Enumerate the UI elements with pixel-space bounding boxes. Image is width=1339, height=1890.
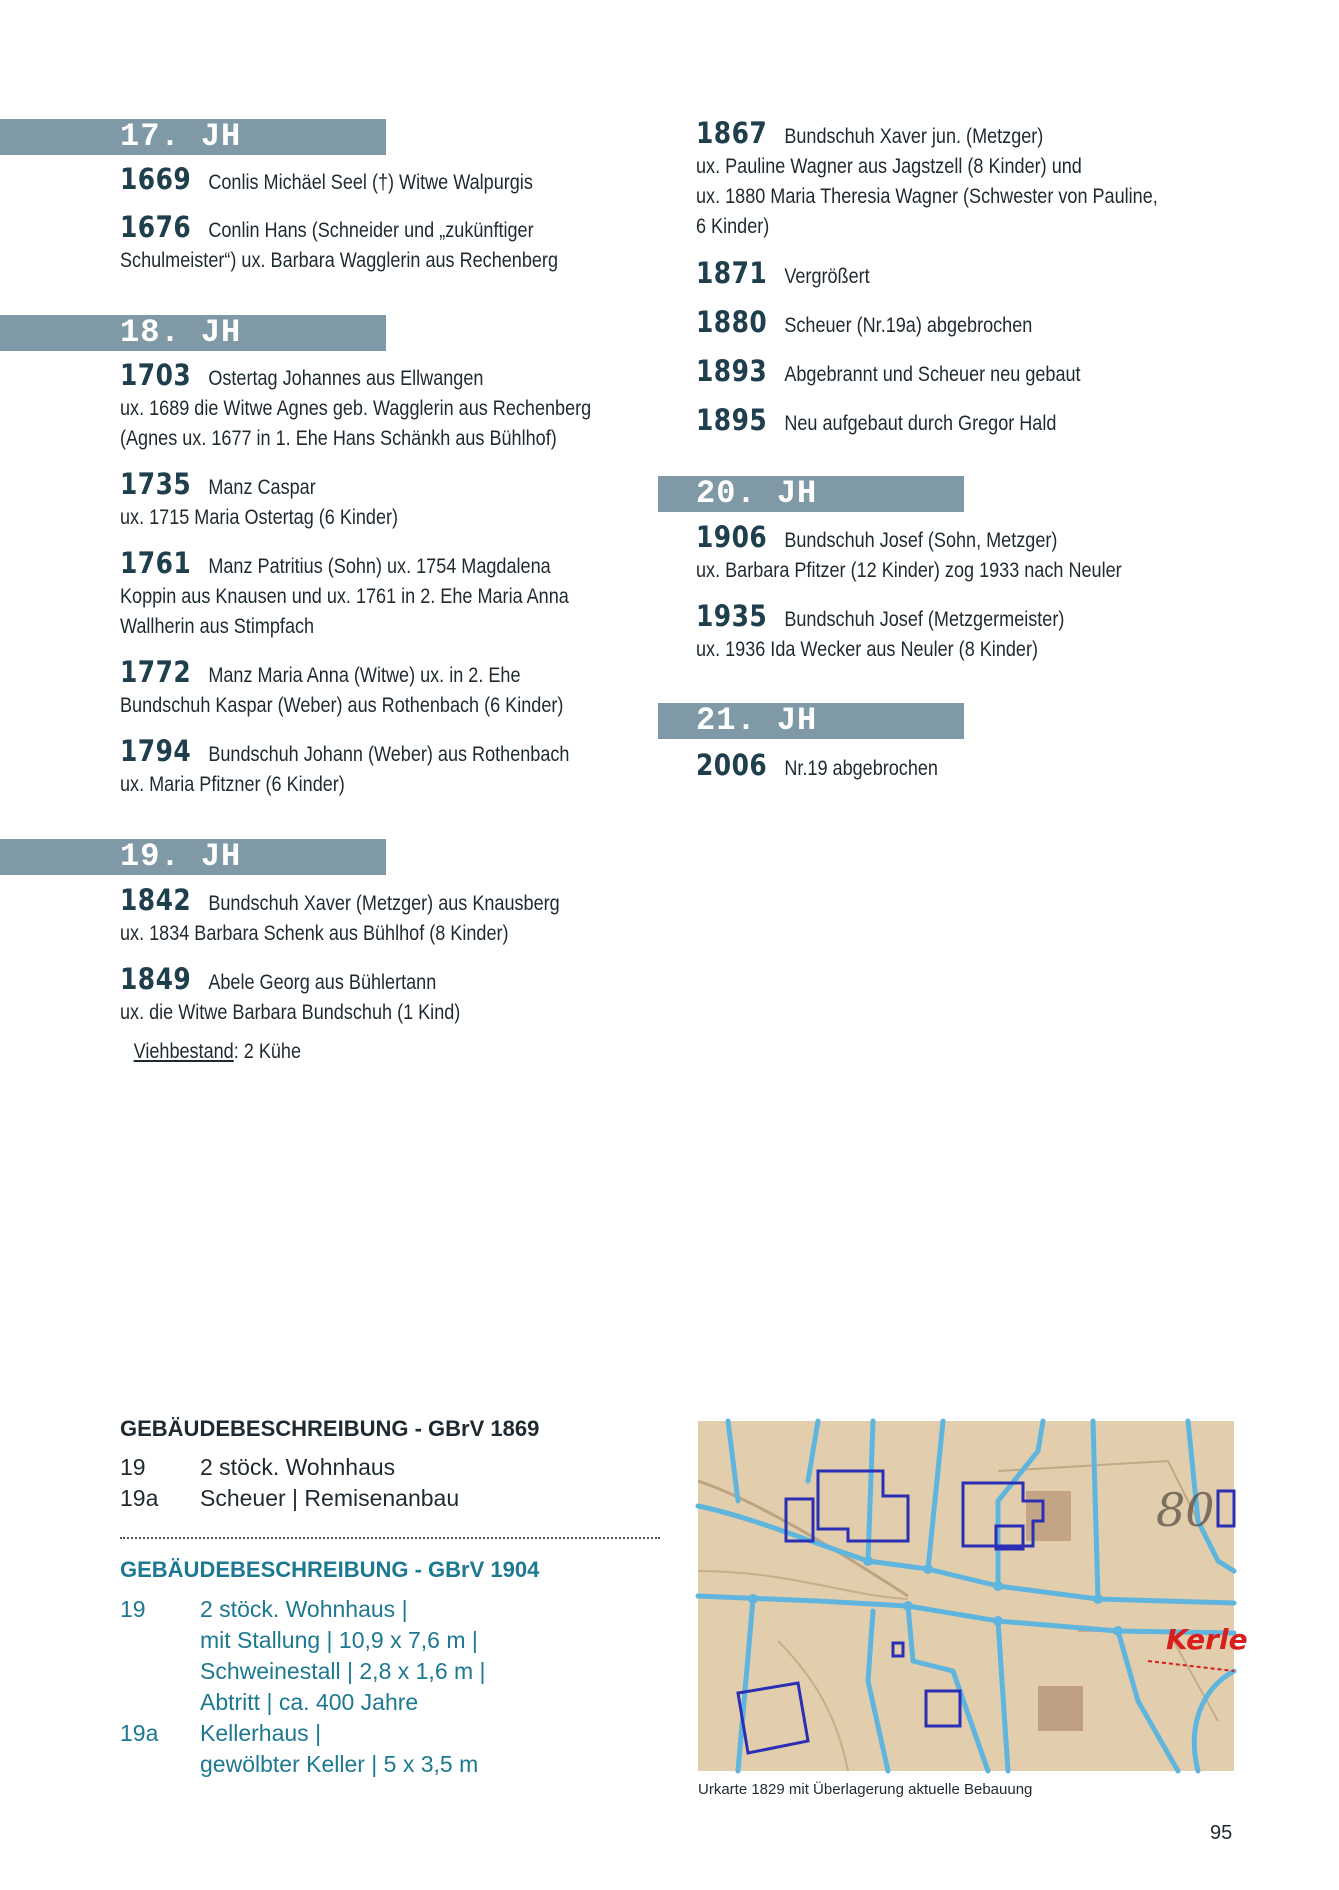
- entry-text: ux. 1689 die Witwe Agnes geb. Wagglerin aus Rechenberg: [120, 397, 592, 420]
- entry-text: Manz Patritius (Sohn) ux. 1754 Magdalena: [208, 555, 551, 578]
- entry-1761: [120, 548, 569, 642]
- entry-text: ux. Pauline Wagner aus Jagstzell (8 Kinder) und: [696, 155, 1082, 178]
- entry-text: Nr.19 abgebrochen: [784, 757, 938, 780]
- viehbestand-value: : 2 Kühe: [233, 1040, 302, 1063]
- gb1904-row: [120, 1625, 640, 1656]
- entry-text: ux. 1715 Maria Ostertag (6 Kinder): [120, 506, 399, 529]
- entry-year: 1849: [120, 962, 192, 996]
- entry-text: ux. 1936 Ida Wecker aus Neuler (8 Kinder): [696, 638, 1038, 661]
- entry-text: Neu aufgebaut durch Gregor Hald: [784, 412, 1057, 435]
- entry-1735: [120, 469, 398, 533]
- entry-2006: [696, 750, 938, 784]
- map-label-80: 80: [1156, 1483, 1215, 1537]
- gb-row-description: Kellerhaus |: [200, 1720, 322, 1746]
- section-title: 18. JH: [120, 314, 242, 351]
- entry-text: (Agnes ux. 1677 in 1. Ehe Hans Schänkh aus Bühlhof): [120, 427, 557, 450]
- entry-1935: [696, 601, 1064, 665]
- gb-row-number: 19a: [120, 1720, 159, 1746]
- map-label-kerle: Kerle: [1166, 1623, 1248, 1656]
- entry-1906: [696, 522, 1122, 586]
- entry-text: ux. die Witwe Barbara Bundschuh (1 Kind): [120, 1001, 461, 1024]
- cadastral-map-image: [698, 1421, 1248, 1771]
- entry-text: Koppin aus Knausen und ux. 1761 in 2. Ehe Maria Anna: [120, 585, 569, 608]
- entry-year: 1880: [696, 305, 768, 339]
- section-divider: [120, 1537, 660, 1539]
- entry-1772: [120, 657, 563, 721]
- entry-1871: [696, 258, 870, 292]
- gb-row-description: Schweinestall | 2,8 x 1,6 m |: [200, 1658, 486, 1684]
- entry-text: ux. 1834 Barbara Schenk aus Bühlhof (8 Kinder): [120, 922, 509, 945]
- entry-text: Bundschuh Xaver jun. (Metzger): [784, 125, 1044, 148]
- entry-year: 1906: [696, 520, 768, 554]
- entry-1703: [120, 360, 591, 454]
- gb-row-description: Scheuer | Remisenanbau: [200, 1485, 460, 1511]
- entry-year: 1676: [120, 210, 192, 244]
- entry-year: 1772: [120, 655, 192, 689]
- entry-text: ux. Barbara Pfitzer (12 Kinder) zog 1933 nach Neuler: [696, 559, 1122, 582]
- entry-1895: [696, 405, 1056, 439]
- entry-year: 1895: [696, 403, 768, 437]
- entry-text: Scheuer (Nr.19a) abgebrochen: [784, 314, 1033, 337]
- gb-row-number: 19: [120, 1454, 146, 1480]
- entry-1849: [120, 964, 460, 1028]
- entry-text: Schulmeister“) ux. Barbara Wagglerin aus Rechenberg: [120, 249, 558, 272]
- entry-text: Ostertag Johannes aus Ellwangen: [208, 367, 484, 390]
- gb1869-row: [120, 1483, 640, 1514]
- gb1904-row: [120, 1687, 640, 1718]
- gb1904-row: [120, 1656, 640, 1687]
- section-title: 20. JH: [696, 475, 818, 512]
- entry-1842: [120, 885, 560, 949]
- entry-year: 1761: [120, 546, 192, 580]
- gb1904-row: [120, 1749, 640, 1780]
- entry-text: 6 Kinder): [696, 215, 770, 238]
- entry-year: 1867: [696, 116, 768, 150]
- section-title: 21. JH: [696, 702, 818, 739]
- entry-text: Manz Maria Anna (Witwe) ux. in 2. Ehe: [208, 664, 521, 687]
- entry-text: Abele Georg aus Bühlertann: [208, 971, 437, 994]
- gb1904-row: [120, 1594, 640, 1625]
- entry-year: 1669: [120, 162, 192, 196]
- entry-year: 1871: [696, 256, 768, 290]
- entry-year: 1893: [696, 354, 768, 388]
- entry-1794: [120, 736, 569, 800]
- entry-1867: [696, 118, 1158, 242]
- gb-row-description: Abtritt | ca. 400 Jahre: [200, 1689, 419, 1715]
- entry-text: Abgebrannt und Scheuer neu gebaut: [784, 363, 1081, 386]
- entry-text: Bundschuh Josef (Metzgermeister): [784, 608, 1065, 631]
- entry-year: 2006: [696, 748, 768, 782]
- gb1869-row: [120, 1452, 640, 1483]
- entry-1669: [120, 164, 533, 198]
- entry-text: Manz Caspar: [208, 476, 316, 499]
- entry-text: ux. Maria Pfitzner (6 Kinder): [120, 773, 345, 796]
- viehbestand-label: Viehbestand: [133, 1040, 234, 1063]
- viehbestand: [134, 1040, 301, 1064]
- gb-row-description: 2 stöck. Wohnhaus: [200, 1454, 396, 1480]
- gb-row-number: 19: [120, 1596, 146, 1622]
- page-number: 95: [1210, 1822, 1233, 1844]
- section-18-jh: [0, 315, 386, 351]
- entry-year: 1842: [120, 883, 192, 917]
- gb1869-title: GEBÄUDEBESCHREIBUNG - GBrV 1869: [120, 1416, 540, 1441]
- entry-1676: [120, 212, 558, 276]
- section-20-jh: [658, 476, 964, 512]
- entry-text: Bundschuh Kaspar (Weber) aus Rothenbach (6 Kinder): [120, 694, 564, 717]
- entry-1880: [696, 307, 1032, 341]
- section-17-jh: [0, 119, 386, 155]
- entry-text: Conlis Michäel Seel (†) Witwe Walpurgis: [208, 171, 533, 194]
- gb-row-description: mit Stallung | 10,9 x 7,6 m |: [200, 1627, 478, 1653]
- entry-text: Vergrößert: [784, 265, 870, 288]
- gb-row-description: gewölbter Keller | 5 x 3,5 m: [200, 1751, 479, 1777]
- entry-text: Wallherin aus Stimpfach: [120, 615, 315, 638]
- entry-text: Conlin Hans (Schneider und „zukünftiger: [208, 219, 534, 242]
- section-21-jh: [658, 703, 964, 739]
- entry-year: 1735: [120, 467, 192, 501]
- entry-1893: [696, 356, 1081, 390]
- section-19-jh: [0, 839, 386, 875]
- entry-text: ux. 1880 Maria Theresia Wagner (Schwester von Pauline,: [696, 185, 1158, 208]
- section-title: 19. JH: [120, 838, 242, 875]
- entry-year: 1935: [696, 599, 768, 633]
- entry-text: Bundschuh Josef (Sohn, Metzger): [784, 529, 1058, 552]
- entry-text: Bundschuh Johann (Weber) aus Rothenbach: [208, 743, 570, 766]
- gb1904-title: GEBÄUDEBESCHREIBUNG - GBrV 1904: [120, 1557, 540, 1582]
- entry-text: Bundschuh Xaver (Metzger) aus Knausberg: [208, 892, 560, 915]
- entry-year: 1794: [120, 734, 192, 768]
- gb-row-number: 19a: [120, 1485, 159, 1511]
- gb1904-row: [120, 1718, 640, 1749]
- entry-year: 1703: [120, 358, 192, 392]
- map-caption: Urkarte 1829 mit Überlagerung aktuelle Bebauung: [698, 1781, 1033, 1798]
- gb-row-description: 2 stöck. Wohnhaus |: [200, 1596, 408, 1622]
- section-title: 17. JH: [120, 118, 242, 155]
